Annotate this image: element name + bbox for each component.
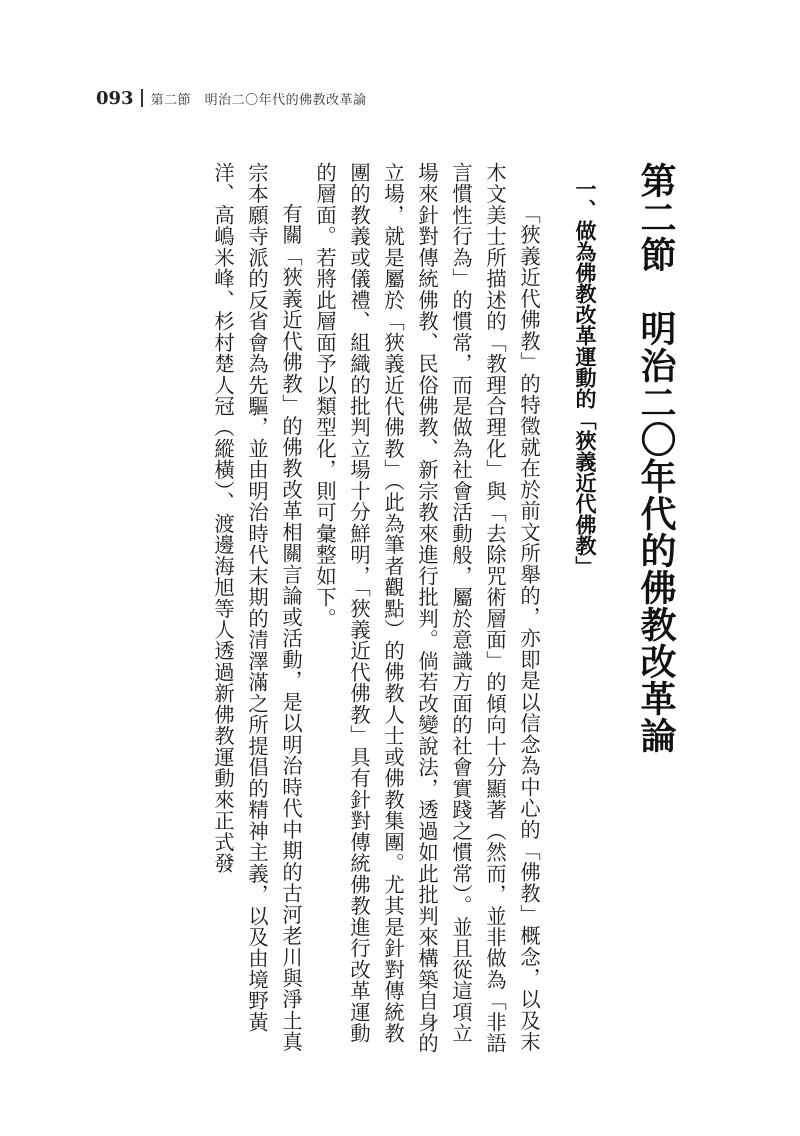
section-heading: 一、做為佛教改革運動的「狹義近代佛教」 (573, 178, 597, 577)
vertical-text-body (96, 162, 682, 1062)
body-paragraph: 有關「狹義近代佛教」的佛教改革相關言論或活動，是以明治時代中期的古河老川與淨土真宗本願寺派的反省會為先驅，並由明治時代末期的清澤滿之所提倡的精神主義，以及由境野黃洋、高嶋米峰、杉村楚人冠（縱橫）、渡邊海旭等人透過新佛教運動來正式發 (211, 162, 303, 1053)
page-header (96, 86, 367, 110)
running-head: 第二節 明治二〇年代的佛教改革論 (150, 92, 367, 108)
chapter-title: 第二節 明治二〇年代的佛教改革論 (635, 162, 677, 754)
header-divider (141, 89, 143, 107)
body-paragraph: 「狹義近代佛教」的特徵就在於前文所舉的，亦即是以信念為中心的「佛教」概念，以及末木文美士所描述的「教理合理化」與「去除咒術層面」的傾向十分顯著（然而，並非做為「非語言慣性行為」的慣常，而是做為社會活動般，屬於意識方面的社會實踐之慣常）。並且從這項立場來針對傳統佛教、民俗佛教、新宗教來進行批判。倘若改變說法，透過如此批判來構築自身的立場，就是屬於「狹義近代佛教」（此為筆者觀點）的佛教人士或佛教集團。尤其是針對傳統教團的教義或儀禮、組織的批判立場十分鮮明，「狹義近代佛教」具有針對傳統佛教進行改革運動的層面。若將此層面予以類型化，則可彙整如下。 (313, 162, 541, 1055)
page-number: 093 (96, 87, 134, 109)
